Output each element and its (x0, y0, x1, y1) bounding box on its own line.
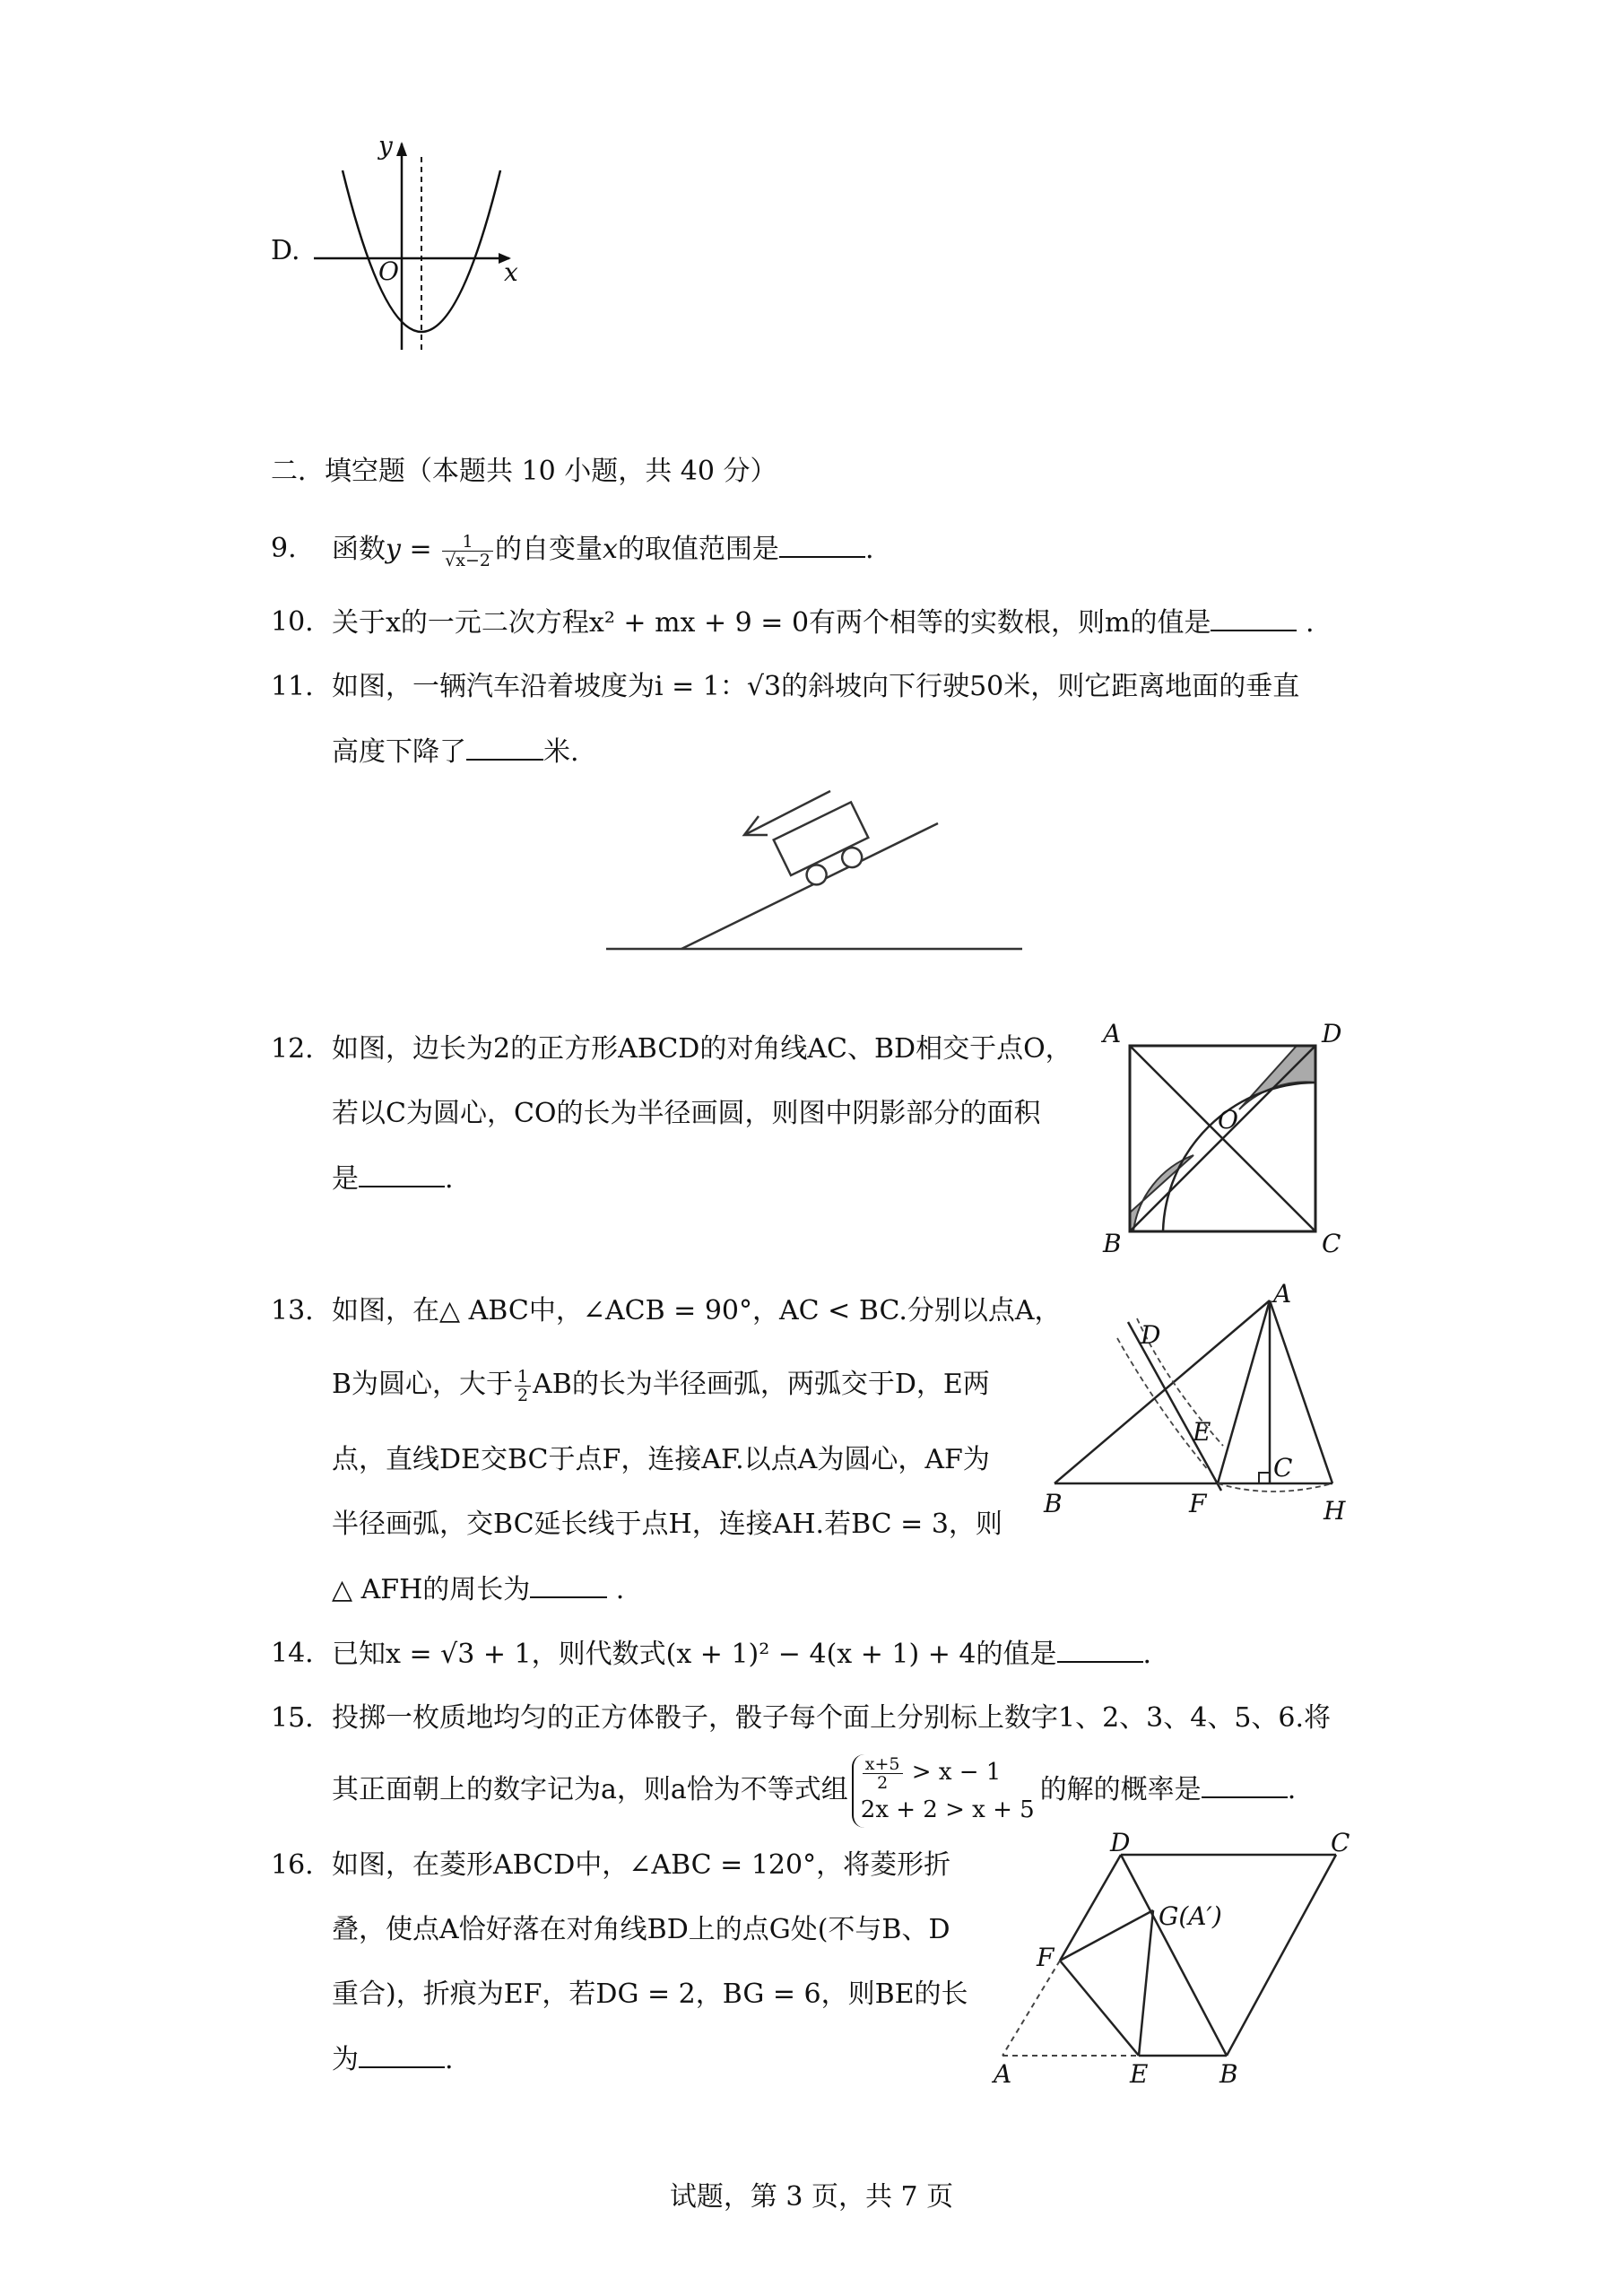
q13-point-d: D (1141, 1320, 1161, 1350)
q16-line2: 叠，使点A恰好落在对角线BD上的点G处(不与B、D (332, 1914, 950, 1945)
q12-point-b: B (1103, 1229, 1122, 1258)
option-d-label: D. (271, 235, 300, 266)
origin-label: O (378, 257, 399, 286)
q9-blank[interactable] (779, 531, 865, 558)
q14-blank[interactable] (1057, 1636, 1143, 1663)
q16-point-g: G(A′) (1159, 1901, 1222, 1931)
q12-point-o: O (1218, 1105, 1238, 1135)
q13-line2: B为圆心，大于 $\frac{1}{2}$ AB的长为半径画弧，两弧交于D，E两 (332, 1366, 990, 1405)
q15-blank[interactable] (1202, 1771, 1288, 1798)
q13-point-b: B (1044, 1489, 1063, 1518)
q13-line3: 点，直线DE交BC于点F，连接AF.以点A为圆心，AF为 (332, 1444, 990, 1475)
q12-point-a: A (1103, 1019, 1122, 1048)
axis-x-label: x (504, 257, 518, 287)
q13-line5: △ AFH的周长为 . (332, 1571, 624, 1608)
q9-text: 函数y = $\frac{1}{√x-2}$ 的自变量x的取值范围是 . (332, 531, 874, 570)
q12-line1: 如图，边长为2的正方形ABCD的对角线AC、BD相交于点O， (332, 1033, 1072, 1065)
q14-number: 14. (271, 1638, 314, 1669)
q10-text: 关于x的一元二次方程x² + mx + 9 = 0有两个相等的实数根，则m的值是 . (332, 604, 1315, 641)
q13-number: 13. (271, 1295, 314, 1326)
q15-number: 15. (271, 1702, 314, 1734)
q14-text: 已知x = √3 + 1，则代数式(x + 1)² − 4(x + 1) + 4的值是 . (332, 1636, 1151, 1673)
q12-point-d: D (1322, 1019, 1342, 1048)
q11-slope-figure (601, 780, 1031, 960)
q16-point-e: E (1130, 2059, 1149, 2089)
axis-y-label: y (378, 131, 393, 161)
q16-point-d: D (1110, 1828, 1131, 1857)
option-d-graph (305, 131, 538, 359)
q16-rhombus-figure (986, 1830, 1363, 2090)
q16-point-b: B (1219, 2059, 1238, 2089)
q11-line2: 高度下降了 米. (332, 734, 579, 770)
q16-point-f: F (1037, 1943, 1055, 1972)
q12-line2: 若以C为圆心，CO的长为半径画圆，则图中阴影部分的面积 (332, 1098, 1041, 1129)
q13-blank[interactable] (530, 1571, 607, 1598)
q13-point-a: A (1273, 1279, 1292, 1309)
q13-triangle-figure (1031, 1279, 1372, 1534)
q12-point-c: C (1322, 1229, 1341, 1258)
q12-blank[interactable] (359, 1161, 445, 1187)
section-title: 二．填空题（本题共 10 小题，共 40 分） (271, 456, 777, 487)
q15-line2: 其正面朝上的数字记为a，则a恰为不等式组 $\frac{x+5}{2}$ > x − 1 2x + 2 > x + 5 的解的概率是 . (332, 1754, 1296, 1828)
q11-blank[interactable] (466, 734, 543, 761)
q13-line1: 如图，在△ ABC中，∠ACB = 90°，AC < BC.分别以点A， (332, 1295, 1062, 1326)
q10-blank[interactable] (1211, 604, 1297, 631)
q10-number: 10. (271, 606, 314, 638)
q15-inequality-system: $\frac{x+5}{2}$ > x − 1 2x + 2 > x + 5 (852, 1754, 1035, 1828)
q13-point-h: H (1324, 1496, 1346, 1526)
q16-number: 16. (271, 1849, 314, 1881)
q13-point-c: C (1273, 1453, 1293, 1483)
q16-line1: 如图，在菱形ABCD中，∠ABC = 120°，将菱形折 (332, 1849, 951, 1881)
q16-line4: 为 . (332, 2041, 454, 2078)
q11-number: 11. (271, 671, 314, 702)
q15-line1: 投掷一枚质地均匀的正方体骰子，骰子每个面上分别标上数字1、2、3、4、5、6.将 (332, 1702, 1332, 1734)
q12-number: 12. (271, 1033, 314, 1065)
q13-point-f: F (1189, 1489, 1207, 1518)
q9-number: 9. (271, 533, 297, 564)
q16-point-c: C (1331, 1828, 1350, 1857)
q12-square-figure (1103, 1019, 1354, 1258)
q16-line3: 重合)，折痕为EF，若DG = 2，BG = 6，则BE的长 (332, 1979, 968, 2010)
q16-blank[interactable] (359, 2041, 445, 2068)
q12-line3: 是 . (332, 1161, 454, 1197)
q11-line1: 如图，一辆汽车沿着坡度为i = 1：√3的斜坡向下行驶50米，则它距离地面的垂直 (332, 671, 1300, 702)
page-footer: 试题，第 3 页，共 7 页 (669, 2181, 954, 2213)
q13-point-e: E (1193, 1417, 1211, 1447)
q16-point-a: A (994, 2059, 1012, 2089)
q13-line4: 半径画弧，交BC延长线于点H，连接AH.若BC = 3，则 (332, 1509, 1002, 1540)
